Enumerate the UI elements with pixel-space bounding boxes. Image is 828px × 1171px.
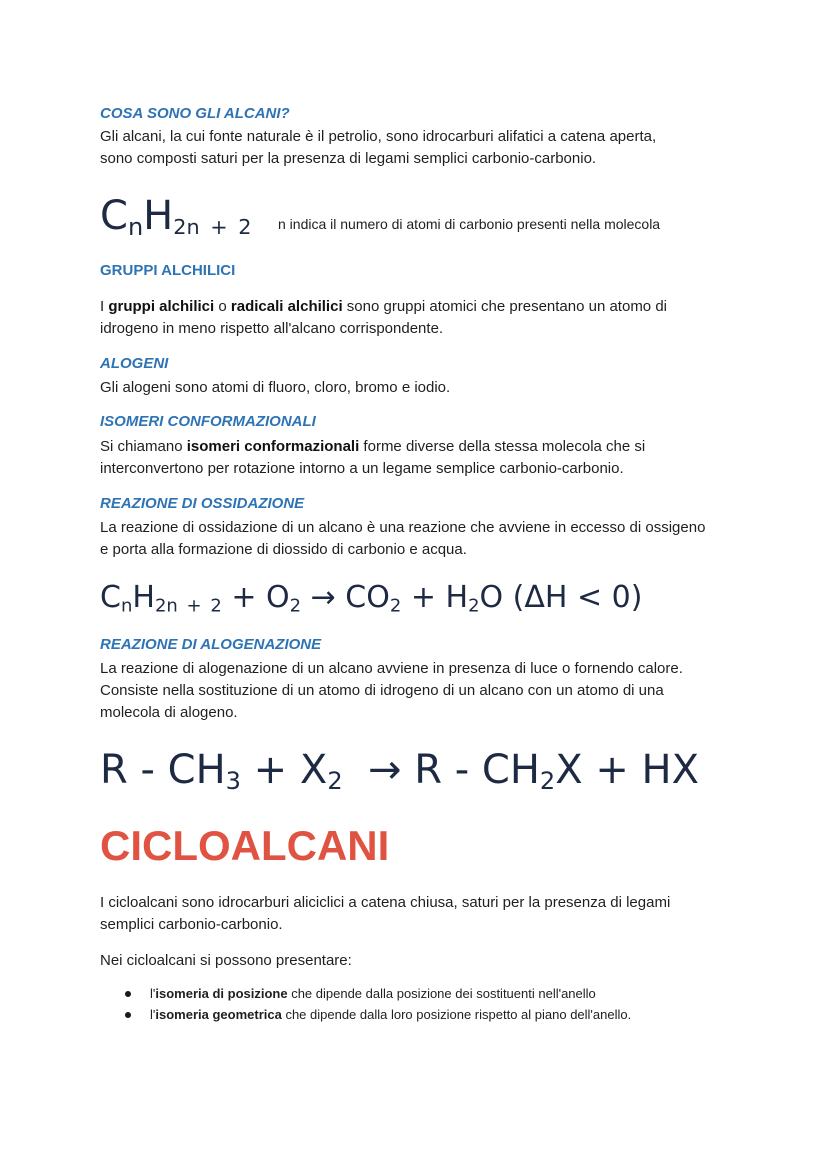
formula-subscript: 2 <box>327 767 343 795</box>
text-span: sono gruppi atomici che presentano un atomo di <box>342 298 667 315</box>
text-span: I <box>100 298 109 315</box>
heading-isomeri: ISOMERI CONFORMAZIONALI <box>100 413 316 430</box>
title-cicloalcani: CICLOALCANI <box>100 822 390 869</box>
formula-part: R - CH <box>100 747 226 793</box>
bold-term: isomeri conformazionali <box>186 438 360 455</box>
formula-general <box>100 192 252 240</box>
paragraph-gruppi <box>100 296 740 340</box>
formula-part: X + HX <box>555 747 700 793</box>
formula-oxidation <box>100 578 642 618</box>
formula-part: → CO <box>301 580 390 615</box>
text-span: l' <box>150 1007 156 1022</box>
bullet-icon <box>125 1012 131 1018</box>
text-span: l' <box>150 986 156 1001</box>
formula-part: H <box>143 193 174 239</box>
heading-gruppi-alchilici: GRUPPI ALCHILICI <box>100 262 236 279</box>
text-span: che dipende dalla loro posizione rispetto al piano dell'anello. <box>281 1007 632 1022</box>
list-item <box>100 1004 740 1025</box>
text-span: Si chiamano <box>100 438 187 455</box>
paragraph-line <box>100 296 740 318</box>
paragraph-ossidazione <box>100 517 740 561</box>
formula-subscript: 2 <box>389 595 402 617</box>
formula-part: O (ΔH < 0) <box>479 580 643 615</box>
formula-part: + H <box>401 580 469 615</box>
bold-term: gruppi alchilici <box>108 298 215 315</box>
formula-subscript: 2n + 2 <box>173 215 252 240</box>
paragraph-line: e porta alla formazione di diossido di carbonio e acqua. <box>100 541 467 558</box>
paragraph-alogeni: Gli alogeni sono atomi di fluoro, cloro, bromo e iodio. <box>100 379 451 396</box>
formula-subscript: n <box>120 595 133 617</box>
paragraph-alogenazione <box>100 658 740 724</box>
formula-subscript: 3 <box>225 767 241 795</box>
formula-note: n indica il numero di atomi di carbonio presenti nella molecola <box>278 216 661 232</box>
heading-alcani: COSA SONO GLI ALCANI? <box>100 105 290 122</box>
paragraph-cicloalcani-intro: Nei cicloalcani si possono presentare: <box>100 952 352 969</box>
bold-term: isomeria di posizione <box>155 986 288 1001</box>
formula-part: + X <box>240 747 328 793</box>
paragraph-line <box>100 436 740 458</box>
text-span: forme diverse della stessa molecola che si <box>359 438 646 455</box>
paragraph-line: semplici carbonio-carbonio. <box>100 916 283 933</box>
paragraph-line: Gli alcani, la cui fonte naturale è il petrolio, sono idrocarburi alifatici a catena aperta, <box>100 128 657 145</box>
paragraph-line: molecola di alogeno. <box>100 704 238 721</box>
paragraph-line: I cicloalcani sono idrocarburi aliciclici a catena chiusa, saturi per la presenza di legami <box>100 894 671 911</box>
heading-ossidazione: REAZIONE DI OSSIDAZIONE <box>100 495 305 512</box>
paragraph-line: Consiste nella sostituzione di un atomo di idrogeno di un alcano con un atomo di una <box>100 682 664 699</box>
formula-subscript: n <box>127 213 144 241</box>
formula-part: H <box>132 580 155 615</box>
heading-alogeni: ALOGENI <box>100 355 169 372</box>
paragraph-line: La reazione di alogenazione di un alcano avviene in presenza di luce o fornendo calore. <box>100 660 683 677</box>
formula-halogenation <box>100 744 699 796</box>
formula-part: C <box>100 580 121 615</box>
paragraph-line: idrogeno in meno rispetto all'alcano corrispondente. <box>100 320 444 337</box>
paragraph-line: sono composti saturi per la presenza di legami semplici carbonio-carbonio. <box>100 150 597 167</box>
paragraph-isomeri <box>100 436 740 480</box>
formula-part: → R - CH <box>342 747 540 793</box>
paragraph-alcani <box>100 126 740 170</box>
paragraph-cicloalcani <box>100 892 740 936</box>
text-span: o <box>214 298 231 315</box>
list-item <box>100 983 740 1004</box>
formula-subscript: 2 <box>289 595 302 617</box>
bullet-icon <box>125 991 131 997</box>
formula-subscript: 2n + 2 <box>154 595 222 617</box>
bold-term: radicali alchilici <box>230 298 343 315</box>
formula-subscript: 2 <box>539 767 556 795</box>
bold-term: isomeria geometrica <box>155 1007 282 1022</box>
text-span: che dipende dalla posizione dei sostituenti nell'anello <box>287 986 596 1001</box>
isomeria-list <box>100 983 740 1025</box>
formula-subscript: 2 <box>468 595 480 617</box>
formula-part: + O <box>221 580 290 615</box>
paragraph-line: interconvertono per rotazione intorno a un legame semplice carbonio-carbonio. <box>100 460 624 477</box>
paragraph-line: La reazione di ossidazione di un alcano è una reazione che avviene in eccesso di ossigeno <box>100 519 706 536</box>
heading-alogenazione: REAZIONE DI ALOGENAZIONE <box>100 636 322 653</box>
formula-part: C <box>100 193 128 239</box>
